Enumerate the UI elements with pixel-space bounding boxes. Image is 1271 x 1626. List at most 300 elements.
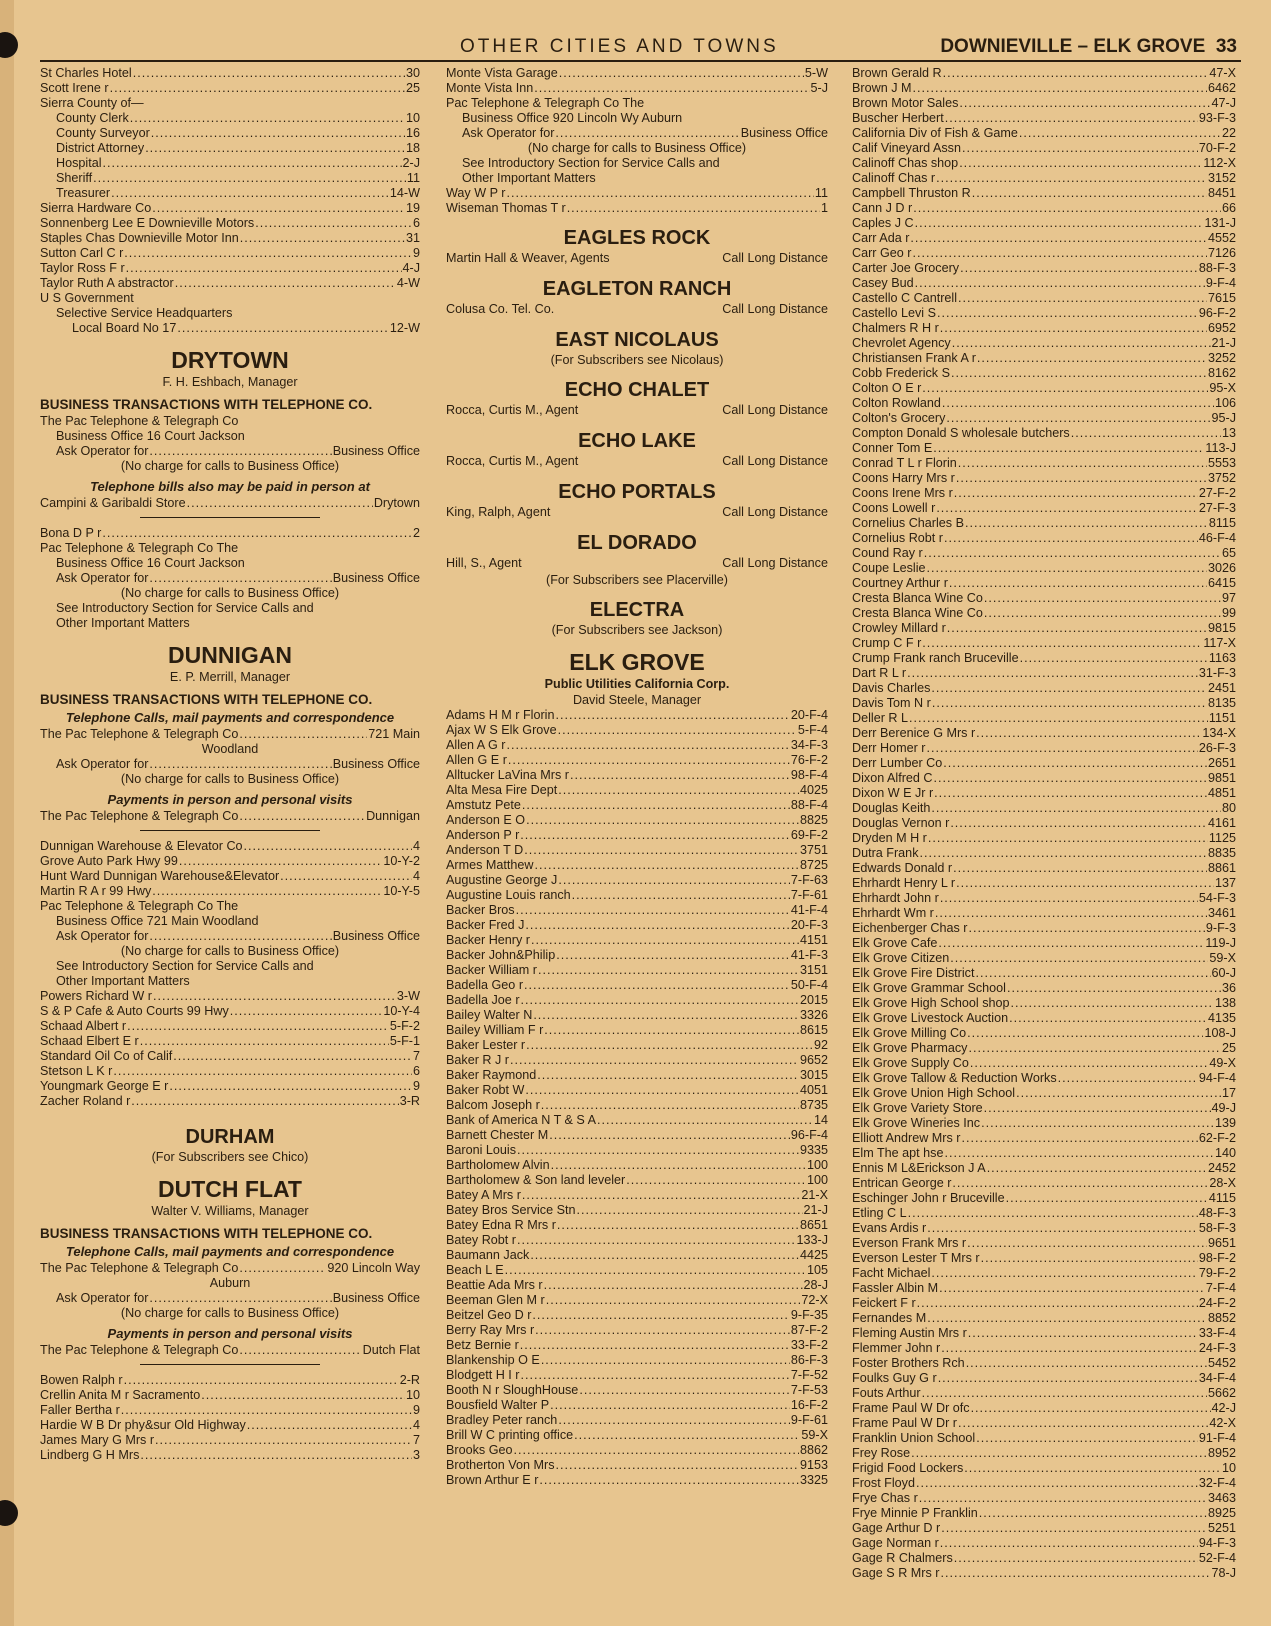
dot-leader — [931, 801, 1221, 816]
dot-leader — [517, 1233, 795, 1248]
listing-name: Dutra Frank — [852, 846, 919, 860]
listing-name: Casey Bud — [852, 276, 914, 290]
town-heading: ELECTRA — [589, 599, 685, 621]
listing-number: 20-F-4 — [790, 708, 828, 722]
listing-row — [852, 981, 1236, 996]
town-heading: EAGLETON RANCH — [542, 278, 732, 300]
dot-leader — [945, 111, 1198, 126]
town-manager: Walter V. Williams, Manager — [151, 1204, 309, 1218]
listing-name: Allen A G r — [446, 738, 506, 752]
listing-number: 31 — [405, 231, 420, 245]
dot-leader — [959, 96, 1210, 111]
dot-leader — [954, 486, 1198, 501]
listing-number: 65 — [1221, 546, 1236, 560]
page-range — [940, 36, 1237, 58]
listing-number: 4 — [412, 869, 420, 883]
listing-name: California Div of Fish & Game — [852, 126, 1018, 140]
dot-leader — [110, 81, 405, 96]
listing-name: Dixon W E Jr r — [852, 786, 934, 800]
listing-number: 6 — [412, 1064, 420, 1078]
agent-name: Colusa Co. Tel. Co. — [446, 302, 555, 316]
dot-leader — [943, 66, 1209, 81]
listing-row — [446, 933, 828, 948]
listing-number: 105 — [806, 1263, 828, 1277]
listing-number: 22 — [1221, 126, 1236, 140]
listing-row — [852, 351, 1236, 366]
dot-leader — [544, 1023, 799, 1038]
listing-row — [446, 1143, 828, 1158]
listing-name: Ask Operator for — [462, 126, 555, 140]
listing-name: Treasurer — [56, 186, 111, 200]
dot-leader — [532, 1308, 790, 1323]
listing-row — [446, 1113, 828, 1128]
listing-name: Campini & Garibaldi Store — [40, 496, 186, 510]
listing-number: 2-J — [402, 156, 420, 170]
dot-leader — [936, 171, 1207, 186]
listing-number: 5-F-4 — [797, 723, 828, 737]
listing-name: Allen G E r — [446, 753, 507, 767]
dot-leader — [127, 1019, 389, 1034]
listing-number: 4135 — [1207, 1011, 1236, 1025]
dot-leader — [179, 854, 382, 869]
dot-leader — [911, 1446, 1207, 1461]
dot-leader — [558, 723, 797, 738]
listing-row — [446, 903, 828, 918]
dot-leader — [574, 1428, 800, 1443]
listing-row — [852, 786, 1236, 801]
call-note: Call Long Distance — [722, 302, 828, 316]
dot-leader — [958, 291, 1207, 306]
dot-leader — [169, 1079, 412, 1094]
listing-row — [446, 1428, 828, 1443]
listing-name: Etling C L — [852, 1206, 907, 1220]
listing-number: 60-J — [1211, 966, 1236, 980]
listing-name: Fouts Arthur — [852, 1386, 921, 1400]
listing-row — [446, 1248, 828, 1263]
listing-row — [446, 858, 828, 873]
listing-number: 10 — [1221, 1461, 1236, 1475]
listing-number: 24-F-3 — [1198, 1341, 1236, 1355]
dot-leader — [917, 1296, 1198, 1311]
listing-number: 4425 — [799, 1248, 828, 1262]
listing-row — [40, 156, 420, 171]
listing-row — [446, 978, 828, 993]
dot-leader — [255, 216, 412, 231]
listing-name: Taylor Ruth A abstractor — [40, 276, 174, 290]
listing-text: Auburn — [209, 1276, 251, 1290]
listing-row — [852, 1461, 1236, 1476]
dot-leader — [969, 921, 1205, 936]
listing-text: See Introductory Section for Service Calls and — [56, 959, 314, 973]
listing-number: 8725 — [799, 858, 828, 872]
listing-row — [40, 1094, 420, 1109]
listing-name: Brill W C printing office — [446, 1428, 574, 1442]
listing-name: Cresta Blanca Wine Co — [852, 591, 983, 605]
dot-leader — [1020, 651, 1208, 666]
dot-leader — [230, 1004, 383, 1019]
listing-row — [40, 989, 420, 1004]
listing-row — [852, 471, 1236, 486]
listing-number: 72-X — [801, 1293, 828, 1307]
listing-name: Blankenship O E — [446, 1353, 540, 1367]
listing-name: Feickert F r — [852, 1296, 916, 1310]
listing-row — [40, 1291, 420, 1306]
listing-number: 137 — [1214, 876, 1236, 890]
dot-leader — [935, 906, 1207, 921]
listing-name: Alltucker LaVina Mrs r — [446, 768, 569, 782]
listing-number: 70-F-2 — [1198, 141, 1236, 155]
listing-number: 7-F-52 — [790, 1368, 828, 1382]
listing-name: Brown Motor Sales — [852, 96, 959, 110]
listing-row — [40, 1064, 420, 1079]
listing-name: Derr Berenice G Mrs r — [852, 726, 976, 740]
listing-name: Ajax W S Elk Grove — [446, 723, 557, 737]
listing-text: Woodland — [201, 742, 259, 756]
listing-row — [852, 1011, 1236, 1026]
listing-name: Booth N r SloughHouse — [446, 1383, 579, 1397]
dot-leader — [103, 156, 402, 171]
listing-row — [446, 1368, 828, 1383]
agent-line — [446, 555, 828, 572]
listing-number: 3325 — [799, 1473, 828, 1487]
dot-leader — [953, 861, 1207, 876]
listing-name: Betz Bernie r — [446, 1338, 519, 1352]
listing-row — [40, 126, 420, 141]
listing-name: Frye Minnie P Franklin — [852, 1506, 978, 1520]
listing-name: Gage R Chalmers — [852, 1551, 953, 1565]
listing-name: Derr Homer r — [852, 741, 926, 755]
listing-row — [852, 201, 1236, 216]
dot-leader — [912, 246, 1206, 261]
listing-number: 6462 — [1207, 81, 1236, 95]
listing-row — [40, 444, 420, 459]
listing-name: Bailey Walter N — [446, 1008, 533, 1022]
listing-name: Flemmer John r — [852, 1341, 941, 1355]
dot-leader — [1016, 1086, 1221, 1101]
entry-list — [40, 809, 420, 824]
dot-leader — [556, 1458, 799, 1473]
listing-row — [446, 1383, 828, 1398]
listing-number: Business Office — [332, 929, 420, 943]
dot-leader — [965, 516, 1208, 531]
listing-row — [40, 1261, 420, 1276]
listing-row — [852, 546, 1236, 561]
listing-row — [852, 1476, 1236, 1491]
listing-name: Douglas Keith — [852, 801, 931, 815]
listing-name: Schaad Elbert E r — [40, 1034, 139, 1048]
listing-name: Beattie Ada Mrs r — [446, 1278, 543, 1292]
listing-number: 5-F-2 — [389, 1019, 420, 1033]
listing-number: 21-J — [803, 1203, 828, 1217]
listing-number: 21-X — [801, 1188, 828, 1202]
listing-name: Everson Lester T Mrs r — [852, 1251, 980, 1265]
binder-hole — [0, 1500, 18, 1526]
listing-name: Balcom Joseph r — [446, 1098, 540, 1112]
dot-leader — [558, 1413, 790, 1428]
listing-name: The Pac Telephone & Telegraph Co — [40, 809, 239, 823]
listing-row — [40, 869, 420, 884]
listing-number: 2651 — [1207, 756, 1236, 770]
listing-name: Frame Paul W Dr ofc — [852, 1401, 970, 1415]
listing-text: (No charge for calls to Business Office) — [120, 1306, 340, 1320]
listing-row — [40, 1373, 420, 1388]
listing-row — [446, 873, 828, 888]
listing-number: Drytown — [373, 496, 420, 510]
listing-name: Derr Lumber Co — [852, 756, 943, 770]
dot-leader — [524, 978, 790, 993]
page-number: 33 — [1215, 36, 1237, 57]
listing-name: Conrad T L r Florin — [852, 456, 957, 470]
listing-row — [446, 1458, 828, 1473]
dot-leader — [956, 876, 1214, 891]
town-note: (For Subscribers see Jackson) — [551, 623, 723, 637]
dot-leader — [153, 989, 396, 1004]
listing-name: County Surveyor — [56, 126, 150, 140]
listing-number: 87-F-2 — [790, 1323, 828, 1337]
listing-number: 113-J — [1205, 441, 1236, 455]
dot-leader — [968, 1041, 1221, 1056]
dot-leader — [113, 1064, 412, 1079]
listing-number: 5251 — [1207, 1521, 1236, 1535]
dot-leader — [521, 993, 799, 1008]
listing-row — [852, 186, 1236, 201]
dot-leader — [942, 396, 1214, 411]
listing-number: 95-J — [1211, 411, 1236, 425]
listing-name: Dryden M H r — [852, 831, 927, 845]
dot-leader — [934, 786, 1207, 801]
dot-leader — [526, 1038, 813, 1053]
listing-number: 78-J — [1211, 1566, 1236, 1580]
listing-name: Fassler Albin M — [852, 1281, 939, 1295]
listing-number: 9651 — [1207, 1236, 1236, 1250]
dot-leader — [940, 321, 1207, 336]
listing-name: Cound Ray r — [852, 546, 923, 560]
dot-leader — [937, 306, 1198, 321]
listing-number: 96-F-4 — [790, 1128, 828, 1142]
listing-number: 2 — [412, 526, 420, 540]
listing-number: 3252 — [1207, 351, 1236, 365]
page-header — [40, 34, 1241, 62]
listing-number: 9-F-61 — [790, 1413, 828, 1427]
listing-row — [852, 1221, 1236, 1236]
listing-name: Bailey William F r — [446, 1023, 544, 1037]
listing-number: 9-F-4 — [1205, 276, 1236, 290]
dot-leader — [1019, 126, 1221, 141]
listing-number: 4161 — [1207, 816, 1236, 830]
listing-number: 7-F-63 — [790, 873, 828, 887]
listing-number: Dutch Flat — [362, 1343, 420, 1357]
listing-name: Way W P r — [446, 186, 506, 200]
listing-number: 8925 — [1207, 1506, 1236, 1520]
business-heading: BUSINESS TRANSACTIONS WITH TELEPHONE CO. — [40, 1226, 373, 1241]
listing-row — [446, 783, 828, 798]
listing-row — [446, 126, 828, 141]
range-label: DOWNIEVILLE – ELK GROVE — [940, 36, 1206, 57]
listing-number: 80 — [1221, 801, 1236, 815]
listing-number: 69-F-2 — [790, 828, 828, 842]
listing-text: Pac Telephone & Telegraph Co The — [40, 899, 239, 913]
listing-name: Backer William r — [446, 963, 537, 977]
dot-leader — [520, 828, 790, 843]
dot-leader — [979, 1506, 1207, 1521]
dot-leader — [956, 471, 1207, 486]
dot-leader — [140, 1034, 389, 1049]
listing-number: 58-F-3 — [1198, 1221, 1236, 1235]
dot-leader — [972, 186, 1207, 201]
listing-row — [446, 1278, 828, 1293]
listing-row — [446, 1038, 828, 1053]
listing-name: Adams H M r Florin — [446, 708, 555, 722]
listing-name: Barnett Chester M — [446, 1128, 549, 1142]
listing-name: Ehrhardt Wm r — [852, 906, 934, 920]
listing-row — [852, 486, 1236, 501]
listing-name: Christiansen Frank A r — [852, 351, 976, 365]
listing-row — [852, 666, 1236, 681]
listing-name: Chalmers R H r — [852, 321, 939, 335]
listing-number: 8615 — [799, 1023, 828, 1037]
dot-leader — [534, 81, 809, 96]
listing-row — [852, 231, 1236, 246]
listing-name: Badella Joe r — [446, 993, 520, 1007]
listing-row — [852, 711, 1236, 726]
agent-name: Rocca, Curtis M., Agent — [446, 403, 579, 417]
listing-row — [852, 846, 1236, 861]
listing-name: Taylor Ross F r — [40, 261, 125, 275]
listing-row — [852, 1416, 1236, 1431]
dot-leader — [530, 1248, 799, 1263]
listing-number: 8135 — [1207, 696, 1236, 710]
listing-name: Local Board No 17 — [72, 321, 177, 335]
listing-number: 76-F-2 — [790, 753, 828, 767]
dot-leader — [173, 1049, 412, 1064]
dot-leader — [938, 1371, 1198, 1386]
listing-number: 4025 — [799, 783, 828, 797]
listing-number: 14 — [813, 1113, 828, 1127]
dot-leader — [958, 1416, 1208, 1431]
dot-leader — [964, 1461, 1221, 1476]
listing-number: 1125 — [1208, 831, 1236, 845]
dot-leader — [152, 201, 405, 216]
listing-row — [852, 366, 1236, 381]
listing-row — [852, 636, 1236, 651]
italic-note: Payments in person and personal visits — [107, 1326, 353, 1341]
listing-number: 98-F-2 — [1198, 1251, 1236, 1265]
listing-name: Amstutz Pete — [446, 798, 521, 812]
dot-leader — [938, 936, 1204, 951]
listing-row — [852, 1326, 1236, 1341]
agent-name: Martin Hall & Weaver, Agents — [446, 251, 610, 265]
listing-name: Cornelius Robt r — [852, 531, 943, 545]
listing-number: Business Office — [332, 444, 420, 458]
dot-leader — [558, 873, 790, 888]
listing-row — [852, 321, 1236, 336]
listing-name: Caples J C — [852, 216, 914, 230]
listing-name: Crump C F r — [852, 636, 922, 650]
listing-number: 28-X — [1209, 1176, 1236, 1190]
dot-leader — [962, 141, 1198, 156]
listing-row — [852, 1056, 1236, 1071]
listing-row — [446, 813, 828, 828]
listing-row — [446, 186, 828, 201]
listing-text: Business Office 721 Main Woodland — [56, 914, 259, 928]
listing-number: 32-F-4 — [1198, 1476, 1236, 1490]
listing-name: Franklin Union School — [852, 1431, 976, 1445]
dot-leader — [922, 381, 1208, 396]
listing-number: 10-Y-2 — [383, 854, 420, 868]
listing-number: 9 — [412, 1403, 420, 1417]
dot-leader — [916, 1476, 1198, 1491]
listing-row — [852, 1296, 1236, 1311]
listing-name: Beeman Glen M r — [446, 1293, 545, 1307]
listing-name: Eichenberger Chas r — [852, 921, 968, 935]
listing-name: Sheriff — [56, 171, 93, 185]
dot-leader — [597, 1113, 813, 1128]
listing-row — [852, 96, 1236, 111]
listing-number: 16-F-2 — [790, 1398, 828, 1412]
listing-number: 6 — [412, 216, 420, 230]
listing-name: County Clerk — [56, 111, 129, 125]
listing-name: Colton Rowland — [852, 396, 941, 410]
dot-leader — [908, 1206, 1198, 1221]
listing-row — [852, 216, 1236, 231]
listing-text: Business Office 920 Lincoln Wy Auburn — [462, 111, 683, 125]
listing-row — [40, 929, 420, 944]
entry-list — [40, 1343, 420, 1358]
listing-number: 93-F-3 — [1198, 111, 1236, 125]
listing-number: 3015 — [799, 1068, 828, 1082]
listing-text: See Introductory Section for Service Calls and — [56, 601, 314, 615]
entry-list — [852, 66, 1236, 1581]
dot-leader — [522, 1188, 801, 1203]
town-heading: EL DORADO — [577, 532, 697, 554]
listing-number: 97 — [1221, 591, 1236, 605]
listing-row — [40, 276, 420, 291]
listing-number: 11 — [814, 186, 828, 200]
listing-row — [40, 1343, 420, 1358]
listing-name: Buscher Herbert — [852, 111, 944, 125]
dot-leader — [940, 1536, 1198, 1551]
listing-name: Gage Arthur D r — [852, 1521, 941, 1535]
listing-name: District Attorney — [56, 141, 145, 155]
listing-row — [852, 1491, 1236, 1506]
listing-row — [446, 1263, 828, 1278]
town-heading: EAGLES ROCK — [563, 227, 711, 249]
listing-row — [446, 1053, 828, 1068]
entry-list — [40, 496, 420, 511]
listing-number: 18 — [405, 141, 420, 155]
dot-leader — [915, 276, 1205, 291]
listing-number: 98-F-4 — [790, 768, 828, 782]
dot-leader — [967, 1236, 1207, 1251]
dot-leader — [549, 1128, 790, 1143]
listing-row — [446, 798, 828, 813]
listing-row — [852, 1086, 1236, 1101]
dot-leader — [931, 1266, 1198, 1281]
listing-row — [446, 66, 828, 81]
dot-leader — [239, 727, 367, 742]
dot-leader — [556, 948, 790, 963]
listing-row — [852, 771, 1236, 786]
listing-number: 119-J — [1205, 936, 1236, 950]
dot-leader — [947, 621, 1207, 636]
listing-name: Brooks Geo — [446, 1443, 513, 1457]
listing-name: Backer Fred J — [446, 918, 525, 932]
dot-leader — [541, 1353, 790, 1368]
listing-number: Business Office — [332, 757, 420, 771]
listing-row — [852, 741, 1236, 756]
listing-name: Compton Donald S wholesale butchers — [852, 426, 1070, 440]
listing-name: Elk Grove High School shop — [852, 996, 1010, 1010]
